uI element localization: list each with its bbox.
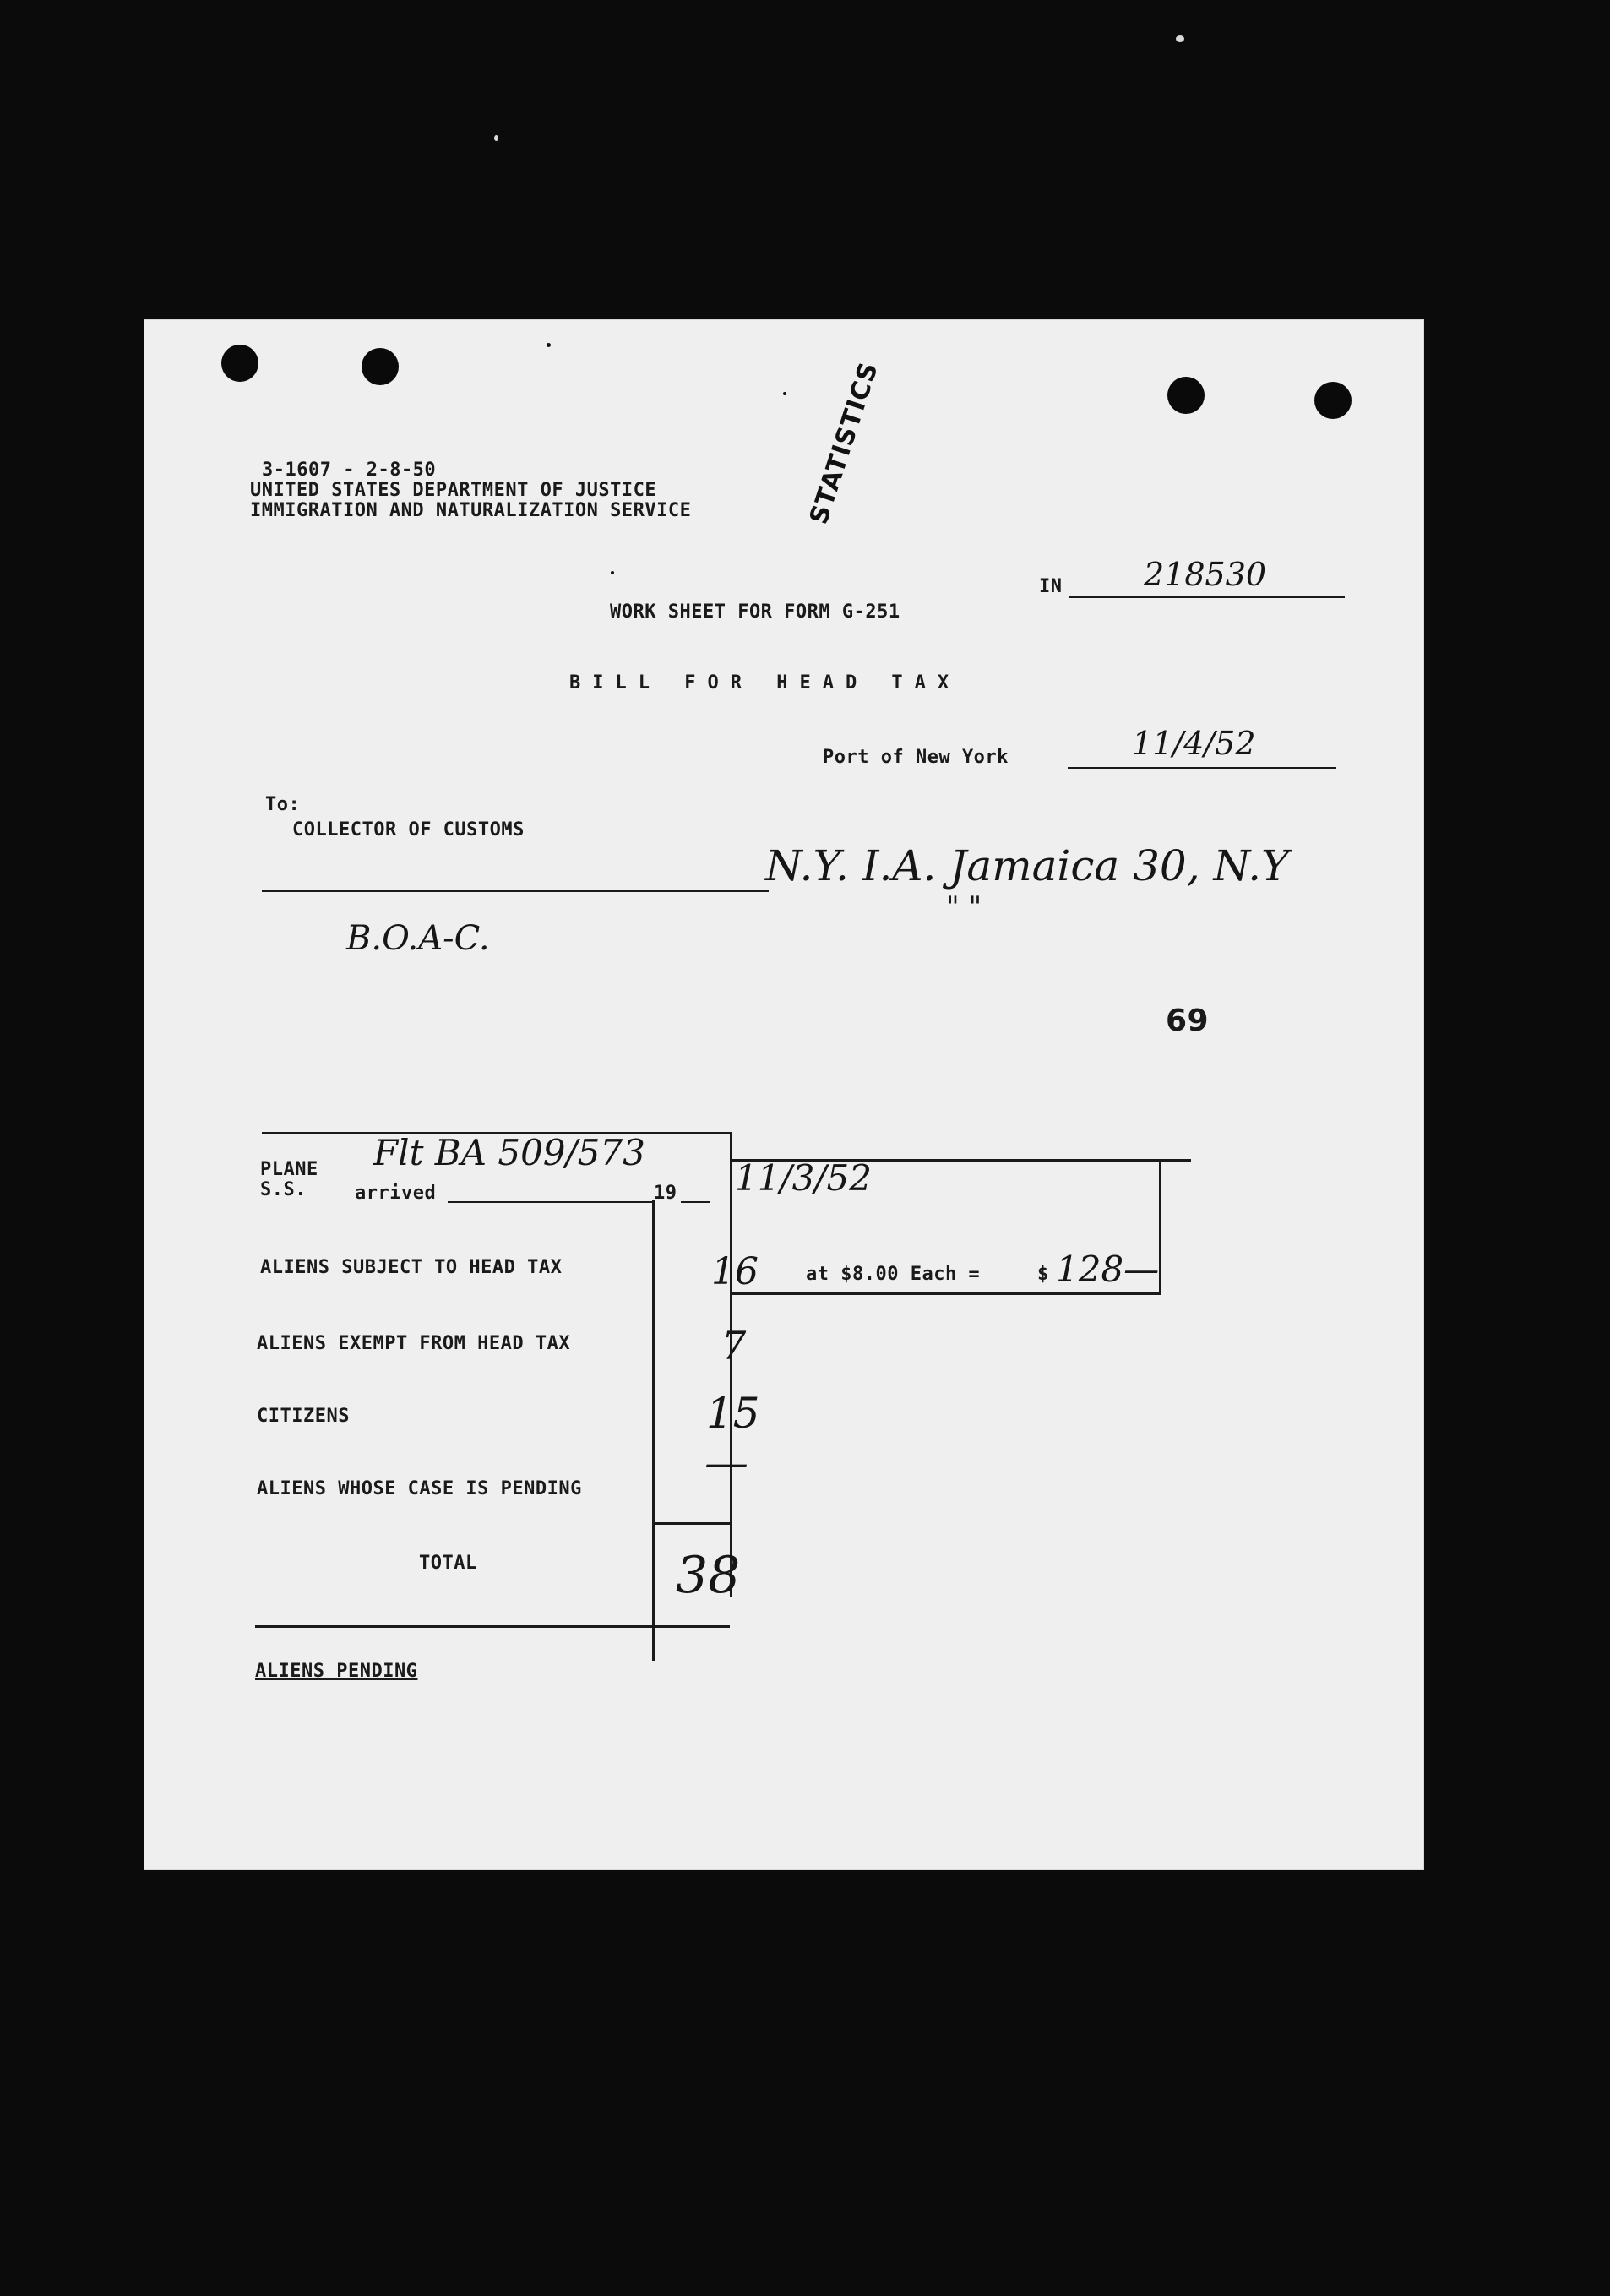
row-value-citizens: 15 [706, 1389, 760, 1438]
department-line: UNITED STATES DEPARTMENT OF JUSTICE [250, 480, 657, 501]
row-label-subject: ALIENS SUBJECT TO HEAD TAX [260, 1257, 563, 1278]
to-recipient: COLLECTOR OF CUSTOMS [292, 819, 525, 841]
table-bottom-rule [255, 1625, 730, 1628]
in-number: 218530 [1144, 556, 1267, 593]
flight-handwritten: Flt BA 509/573 [373, 1132, 645, 1173]
service-line: IMMIGRATION AND NATURALIZATION SERVICE [250, 500, 692, 521]
dollar-sign: $ [1037, 1264, 1049, 1285]
address-line [262, 890, 769, 892]
year-prefix: 19 [654, 1183, 677, 1204]
amount-handwritten: 128— [1056, 1249, 1160, 1290]
total-box-top [654, 1522, 732, 1525]
ink-speck [547, 343, 551, 347]
row-label-pending: ALIENS WHOSE CASE IS PENDING [257, 1478, 582, 1499]
arrived-line [448, 1201, 654, 1203]
year-line [681, 1201, 710, 1203]
row-label-citizens: CITIZENS [257, 1406, 350, 1427]
row-value-subject: 16 [711, 1250, 759, 1293]
rate-text: at $8.00 Each = [806, 1264, 981, 1285]
arrival-date-handwritten: 11/3/52 [735, 1157, 872, 1199]
document-page [144, 319, 1424, 1870]
statistics-stamp: STATISTICS [804, 358, 884, 528]
location-handwritten: N.Y. I.A. Jamaica 30, N.Y [765, 841, 1289, 890]
row-value-exempt: 7 [721, 1323, 747, 1368]
punch-hole-icon [362, 348, 399, 385]
total-value: 38 [676, 1546, 741, 1605]
bill-title: BILL FOR HEAD TAX [569, 672, 961, 694]
amount-box-bottom [730, 1292, 1161, 1295]
port-date: 11/4/52 [1132, 725, 1256, 762]
ditto-marks: " " [946, 890, 982, 924]
aliens-pending-heading: ALIENS PENDING [255, 1661, 418, 1682]
ink-speck [783, 392, 786, 395]
port-date-line [1068, 767, 1336, 769]
in-number-line [1069, 596, 1345, 598]
arrived-label: arrived [355, 1183, 437, 1204]
punch-hole-icon [221, 345, 258, 382]
row-label-exempt: ALIENS EXEMPT FROM HEAD TAX [257, 1333, 571, 1354]
total-label: TOTAL [419, 1553, 477, 1574]
plane-label: PLANE [260, 1159, 318, 1180]
amount-box-right [1159, 1159, 1161, 1292]
dust-speck [1176, 35, 1184, 42]
value-column-rule [652, 1200, 655, 1661]
punch-hole-icon [1167, 377, 1205, 414]
ss-label: S.S. [260, 1179, 307, 1200]
in-label: IN [1039, 576, 1063, 597]
punch-hole-icon [1314, 382, 1352, 419]
row-value-pending: — [704, 1438, 748, 1488]
page-mark: 69 [1166, 1004, 1210, 1038]
carrier-handwritten: B.O.A-C. [346, 919, 490, 958]
form-number: 3-1607 - 2-8-50 [262, 460, 437, 481]
worksheet-title: WORK SHEET FOR FORM G-251 [610, 601, 900, 623]
to-label: To: [265, 794, 301, 815]
dust-speck [494, 135, 498, 141]
port-label: Port of New York [823, 747, 1009, 768]
ink-speck [611, 571, 614, 574]
